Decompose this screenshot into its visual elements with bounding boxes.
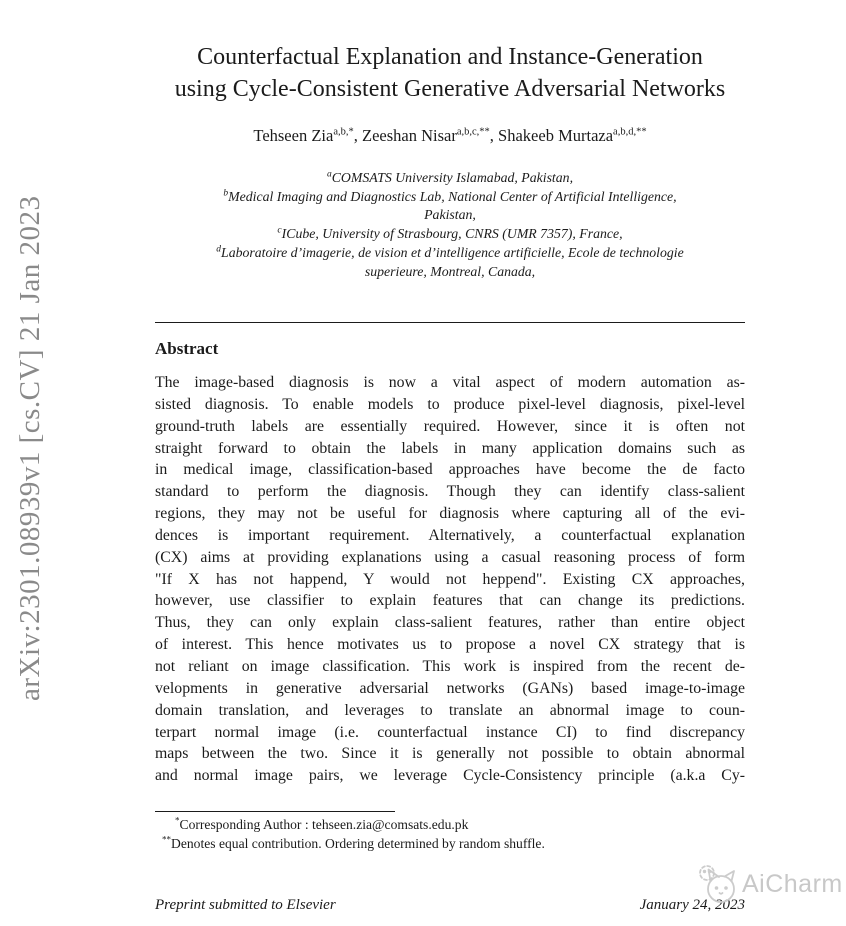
affiliation-line <box>155 188 745 207</box>
affiliation-line <box>155 225 745 244</box>
author-1 <box>253 126 362 145</box>
abstract-line: ground-truth labels are essentially required. However, since it is often not <box>155 417 745 435</box>
affiliation-line <box>155 244 745 263</box>
affiliation-line <box>155 169 745 188</box>
affiliation-text: Laboratoire d’imagerie, de vision et d’intelligence artificielle, Ecole de technologie <box>221 244 684 260</box>
footnote-corresponding-author <box>155 817 745 833</box>
aicharm-watermark <box>694 862 843 906</box>
affiliation-text: COMSATS University Islamabad, Pakistan, <box>331 170 574 185</box>
author-3-superscript: a,b,d,** <box>613 126 647 138</box>
aicharm-cat-logo-icon <box>694 862 740 906</box>
footnote-text: Corresponding Author : tehseen.zia@comsats.edu.pk <box>179 817 469 832</box>
footnote-marker: * <box>175 815 180 826</box>
paper-title-line1: Counterfactual Explanation and Instance-Generation <box>197 44 703 70</box>
abstract-line: however, use classifier to explain features that can change its predictions. <box>155 592 745 610</box>
author-3-name: Shakeeb Murtaza <box>498 126 614 145</box>
author-line <box>155 126 745 146</box>
abstract-line: and normal image pairs, we leverage Cycle-Consistency principle (a.k.a Cy- <box>155 767 745 785</box>
author-2-name: Zeeshan Nisar <box>362 126 457 145</box>
affiliation-text: Medical Imaging and Diagnostics Lab, National Center of Artificial Intelligence, <box>228 188 677 204</box>
footnote-text: Denotes equal contribution. Ordering determined by random shuffle. <box>171 836 545 851</box>
abstract-line: dences is important requirement. Alternatively, a counterfactual explanation <box>155 526 745 544</box>
author-2 <box>362 126 498 145</box>
affiliation-line <box>155 206 745 225</box>
affiliation-text: ICube, University of Strasbourg, CNRS (UMR 7357), France, <box>281 226 623 242</box>
footnote-marker: ** <box>162 834 171 845</box>
affiliation-marker: b <box>223 188 229 199</box>
affiliation-line <box>155 263 745 282</box>
abstract-line: "If X has not happend, Y would not heppend". Existing CX approaches, <box>155 570 745 588</box>
abstract-line: sisted diagnosis. To enable models to produce pixel-level diagnosis, pixel-level <box>155 395 745 413</box>
paper-title-line2: using Cycle-Consistent Generative Adversarial Networks <box>174 76 726 102</box>
affiliation-marker: d <box>216 244 222 255</box>
abstract-line: straight forward to obtain the labels in many application domains such as <box>155 439 745 457</box>
author-1-superscript: a,b,* <box>333 126 354 138</box>
paper-title <box>155 41 745 105</box>
arxiv-banner: arXiv:2301.08939v1 [cs.CV] 21 Jan 2023 <box>14 195 46 701</box>
abstract-line: The image-based diagnosis is now a vital aspect of modern automation as- <box>155 374 745 391</box>
author-3 <box>498 126 647 145</box>
aicharm-watermark-label: AiCharm <box>742 869 843 898</box>
abstract-line: domain translation, and leverages to translate an abnormal image to coun- <box>155 701 745 719</box>
abstract-heading: Abstract <box>155 339 219 358</box>
abstract-line: (CX) aims at providing explanations using a casual reasoning process of form <box>155 548 745 566</box>
author-separator: , <box>489 126 499 145</box>
footer-preprint-note: Preprint submitted to Elsevier <box>155 897 336 913</box>
abstract-line: velopments in generative adversarial networks (GANs) based image-to-image <box>155 679 745 697</box>
abstract-top-rule <box>155 322 745 323</box>
affiliation-text: Pakistan, <box>424 207 476 223</box>
abstract-line: of interest. This hence motivates us to propose a novel CX strategy that is <box>155 636 745 654</box>
abstract-line: Thus, they can only explain class-salient features, rather than entire object <box>155 614 745 632</box>
footer-date: January 24, 2023 <box>639 897 745 913</box>
affiliation-marker: c <box>277 225 282 236</box>
footnote-rule <box>155 811 395 812</box>
abstract-line: regions, they may not be useful for diagnosis where capturing all of the evi- <box>155 505 745 523</box>
author-1-name: Tehseen Zia <box>253 126 334 145</box>
abstract-line: standard to perform the diagnosis. Though they can identify class-salient <box>155 483 745 501</box>
author-2-superscript: a,b,c,** <box>456 126 490 138</box>
affiliation-marker: a <box>326 169 332 180</box>
author-separator: , <box>353 126 362 145</box>
paper-content <box>155 0 745 926</box>
abstract-line: terpart normal image (i.e. counterfactual instance CI) to find discrepancy <box>155 723 745 741</box>
abstract-line: in medical image, classification-based approaches have become the de facto <box>155 461 745 479</box>
affiliation-text: superieure, Montreal, Canada, <box>364 263 536 279</box>
footnote-equal-contribution <box>155 836 745 852</box>
affiliations-block <box>155 169 745 281</box>
abstract-body <box>155 372 745 787</box>
abstract-line: maps between the two. Since it is generally not possible to obtain abnormal <box>155 745 745 763</box>
abstract-line: not reliant on image classification. This work is inspired from the recent de- <box>155 657 745 675</box>
